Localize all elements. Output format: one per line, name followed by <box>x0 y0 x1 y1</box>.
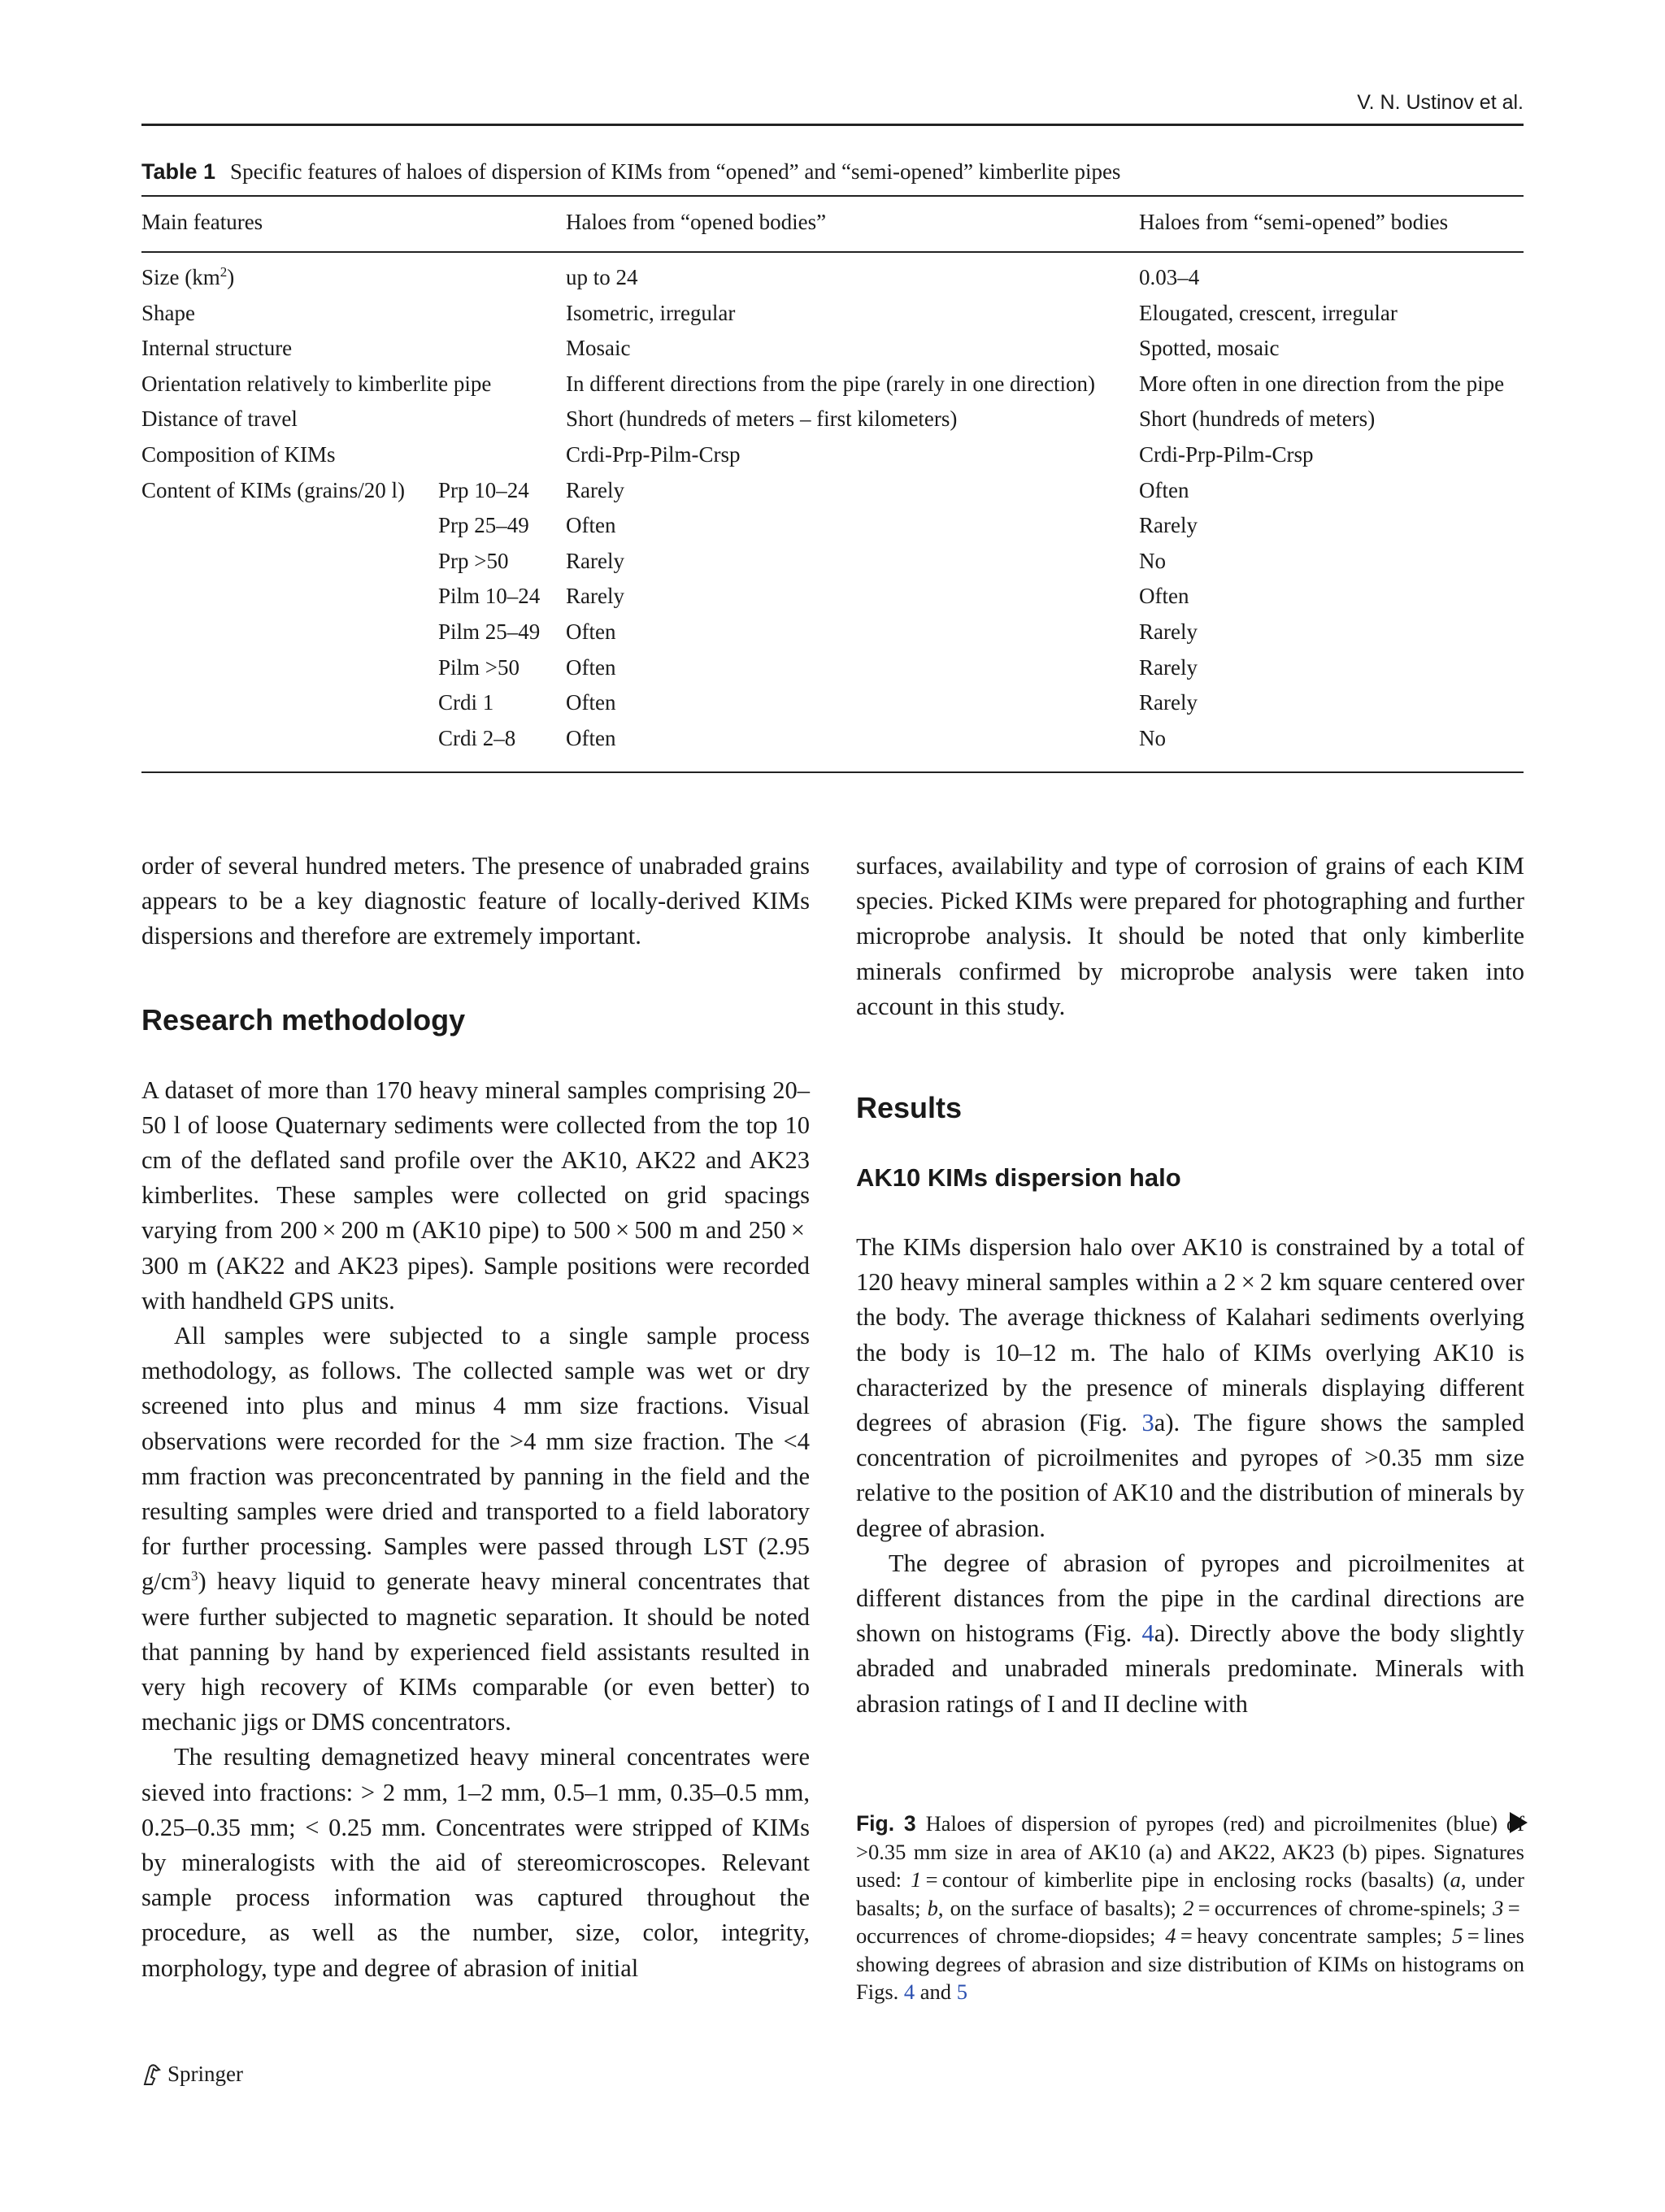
caption-num: 2 <box>1183 1895 1194 1920</box>
table-cell-opened: Isometric, irregular <box>566 300 736 325</box>
table-cell-feature: Orientation relatively to kimberlite pipe <box>141 371 492 396</box>
table-row <box>141 442 1524 478</box>
left-intro-paragraph: order of several hundred meters. The presence of unabraded grains appears to be a key diagnostic feature of locally-derived KIMs dispersions and therefore are extremely important. <box>141 852 810 950</box>
table-cell-semi: Often <box>1139 584 1189 609</box>
table-cell-opened: Rarely <box>566 477 624 502</box>
section-heading-methodology: Research methodology <box>141 1002 466 1036</box>
fig-4-link[interactable]: 4 <box>1141 1619 1154 1648</box>
size-label: Size (km <box>141 265 220 289</box>
table-cell-feature: Distance of travel <box>141 406 298 432</box>
right-intro-paragraph: surfaces, availability and type of corrosion of grains of each KIM species. Picked KIMs were prepared for photographing and further microprobe analysis. It should be noted that only kimberlite minerals confirmed by microprobe analysis were taken into account in this study. <box>856 852 1524 1020</box>
caption-italic: b <box>927 1895 938 1920</box>
table-cell-opened: Rarely <box>566 548 624 573</box>
table-cell-opened: Crdi-Prp-Pilm-Crsp <box>566 441 741 467</box>
caption-text: = heavy concentrate samples; <box>1176 1923 1453 1948</box>
running-head: V. N. Ustinov et al. <box>1357 91 1524 114</box>
section-heading-results: Results <box>856 1091 963 1125</box>
table-cell-subfeature: Crdi 1 <box>438 690 494 715</box>
table-body <box>141 265 1524 761</box>
table-cell-opened: Often <box>566 513 616 538</box>
table-cell-opened: Often <box>566 690 616 715</box>
table-row <box>141 372 1524 407</box>
methodology-paragraph-3: The resulting demagnetized heavy mineral concentrates were sieved into fractions: > 2 mm, 1–2 mm, 0.5–1 mm, 0.35–0.5 mm, 0.25–0.35 mm; < 0.25 mm. Concentrates were stripped of KIMs by mineralogists with the aid of stereomicroscopes. Relevant sample process information was captured throughout the procedure, as well as the number, size, color, integrity, morphology, type and degree of abrasion of initial <box>141 1743 810 1982</box>
right-column <box>856 849 1524 1722</box>
table-label: Table 1 <box>141 159 216 184</box>
table-cell-feature: Internal structure <box>141 336 293 361</box>
table-header-main-features: Main features <box>141 210 263 234</box>
caption-num: 3 <box>1493 1895 1504 1920</box>
table-cell-subfeature: Prp >50 <box>438 548 509 573</box>
table-row <box>141 406 1524 442</box>
table-cell-opened: Often <box>566 619 616 644</box>
table-row <box>141 478 1524 514</box>
methodology-paragraph-1: A dataset of more than 170 heavy mineral samples comprising 20–50 l of loose Quaternary sediments were collected from the top 10 cm of the deflated sand profile over the AK10, AK22 and AK23 kimberlites. These samples were collected on grid spacings varying from 200 × 200 m (AK10 pipe) to 500 × 500 m and 250 × 300 m (AK22 and AK23 pipes). Sample positions were recorded with handheld GPS units. <box>141 1076 810 1315</box>
table-row <box>141 690 1524 726</box>
table-row <box>141 584 1524 619</box>
table-cell-feature <box>141 265 234 290</box>
table-cell-semi: Crdi-Prp-Pilm-Crsp <box>1139 441 1314 467</box>
table-row <box>141 655 1524 691</box>
table-cell-opened: Often <box>566 654 616 680</box>
caption-text: and <box>915 1980 957 2004</box>
r2-text-a: The degree of abrasion of pyropes and picroilmenites at different distances from the pipe in the cardinal directions are shown on histograms (Fig. <box>856 1549 1524 1648</box>
spacer <box>856 1126 1524 1160</box>
table-header-row <box>141 210 1524 242</box>
table-cell-semi: Often <box>1139 477 1189 502</box>
caption-italic: a <box>1450 1867 1461 1892</box>
table-header-rule <box>141 251 1524 253</box>
figure-caption <box>856 1810 1524 2006</box>
spacer <box>856 1196 1524 1230</box>
r1-text-b: a). The figure shows the sampled concentration of picroilmenites and pyropes of >0.35 mm size relative to the position of AK10 and the distribution of minerals by degree of abrasion. <box>856 1409 1524 1542</box>
table-cell-opened: Often <box>566 725 616 750</box>
table-cell-semi: Short (hundreds of meters) <box>1139 406 1376 432</box>
table-cell-subfeature: Prp 10–24 <box>438 477 529 502</box>
spacer <box>141 1038 810 1073</box>
table-cell-opened: Mosaic <box>566 336 631 361</box>
figure-label: Fig. 3 <box>856 1811 916 1836</box>
table-row <box>141 336 1524 372</box>
table-cell-feature: Composition of KIMs <box>141 441 336 467</box>
table-cell-subfeature: Pilm 10–24 <box>438 584 541 609</box>
results-paragraph-2 <box>856 1546 1524 1722</box>
caption-text: Haloes of dispersion of pyropes (red) and picroilmenites (blue) of >0.35 mm size in area of AK10 (a) and AK22, AK23 (b) pipes. Signatures used: <box>856 1811 1524 1892</box>
footer <box>141 2062 243 2087</box>
p2-text-a: All samples were subjected to a single sample process methodology, as follows. The collected sample was wet or dry screened into plus and minus 4 mm size fractions. Visual observations were recorded for the >4 mm size fraction. The <4 mm fraction was preconcentrated by panning in the field and the resulting samples were dried and transported to a field laboratory for further processing. Samples were passed through LST (2.95 g/cm <box>141 1322 810 1596</box>
table-caption-text: Specific features of haloes of dispersion of KIMs from “opened” and “semi-opened” kimberlite pipes <box>230 159 1121 184</box>
table-cell-opened: In different directions from the pipe (rarely in one direction) <box>566 371 1096 396</box>
table-cell-semi: Rarely <box>1139 619 1198 644</box>
fig-3-link[interactable]: 3 <box>1141 1409 1154 1437</box>
fig-4-link[interactable]: 4 <box>903 1980 915 2004</box>
table-bottom-rule <box>141 771 1524 773</box>
fig-5-link[interactable]: 5 <box>956 1980 967 2004</box>
caption-num: 5 <box>1452 1923 1463 1948</box>
header-rule <box>141 124 1524 126</box>
caption-num: 1 <box>911 1867 922 1892</box>
table-cell-subfeature: Pilm >50 <box>438 654 519 680</box>
publisher-name: Springer <box>167 2062 243 2086</box>
table-cell-semi: Rarely <box>1139 690 1198 715</box>
size-close: ) <box>227 265 235 289</box>
table-cell-semi: No <box>1139 548 1166 573</box>
caption-text: , under basalts; <box>856 1867 1524 1920</box>
table-cell-subfeature: Pilm 25–49 <box>438 619 541 644</box>
table-cell-opened: up to 24 <box>566 265 638 289</box>
table-header-semi-opened: Haloes from “semi-opened” bodies <box>1139 210 1449 234</box>
r2-text-b: a). Directly above the body slightly abraded and unabraded minerals predominate. Minerals with abrasion ratings of I and II decline with <box>856 1619 1524 1718</box>
table-cell-feature: Content of KIMs (grains/20 l) <box>141 477 405 502</box>
table-row <box>141 726 1524 762</box>
size-sup: 2 <box>220 264 228 280</box>
table-row <box>141 301 1524 337</box>
left-column <box>141 849 810 1986</box>
r1-text-a: The KIMs dispersion halo over AK10 is constrained by a total of 120 heavy mineral samples within a 2 × 2 km square centered over the body. The average thickness of Kalahari sediments overlying the body is 10–12 m. The halo of KIMs overlying AK10 is characterized by the presence of minerals displaying different degrees of abrasion (Fig. <box>856 1233 1524 1437</box>
springer-horse-icon <box>141 2062 163 2087</box>
table-cell-semi: No <box>1139 725 1166 750</box>
results-paragraph-1 <box>856 1230 1524 1546</box>
table-cell-opened: Short (hundreds of meters – first kilometers) <box>566 406 958 432</box>
table-cell-semi: Spotted, mosaic <box>1139 336 1280 361</box>
table-caption <box>141 159 1524 185</box>
table-cell-opened: Rarely <box>566 584 624 609</box>
methodology-paragraph-2 <box>141 1319 810 1740</box>
table-header-opened: Haloes from “opened bodies” <box>566 210 827 234</box>
caption-text: = occurrences of chrome-diopsides; <box>856 1895 1524 1948</box>
p2-sup: 3 <box>191 1568 198 1584</box>
table-cell-semi: Rarely <box>1139 513 1198 538</box>
table-row <box>141 513 1524 549</box>
spacer <box>856 1024 1524 1090</box>
caption-text: = contour of kimberlite pipe in enclosing rocks (basalts) ( <box>921 1867 1450 1892</box>
caption-text: = lines showing degrees of abrasion and size distribution of KIMs on histograms on Figs. <box>856 1923 1524 2004</box>
caption-text: , on the surface of basalts); <box>937 1895 1184 1920</box>
table-cell-subfeature: Prp 25–49 <box>438 513 529 538</box>
next-page-arrow-icon[interactable] <box>1510 1812 1528 1833</box>
table-cell-semi: More often in one direction from the pipe <box>1139 371 1505 396</box>
table-row <box>141 549 1524 585</box>
caption-text: = occurrences of chrome-spinels; <box>1193 1895 1493 1920</box>
spacer <box>141 954 810 1002</box>
table-cell-subfeature: Crdi 2–8 <box>438 725 516 750</box>
table-row <box>141 265 1524 301</box>
table-row <box>141 619 1524 655</box>
table-cell-semi: Elougated, crescent, irregular <box>1139 300 1398 325</box>
table-cell-semi: 0.03–4 <box>1139 265 1200 289</box>
table-top-rule <box>141 195 1524 197</box>
p2-text-b: ) heavy liquid to generate heavy mineral concentrates that were further subjected to magnetic separation. It should be noted that panning by hand by experienced field assistants resulted in very high recovery of KIMs comparable (or even better) to mechanic jigs or DMS concentrators. <box>141 1567 810 1736</box>
caption-num: 4 <box>1165 1923 1176 1948</box>
subsection-heading-ak10: AK10 KIMs dispersion halo <box>856 1163 1181 1193</box>
table-cell-feature: Shape <box>141 300 195 325</box>
table-cell-semi: Rarely <box>1139 654 1198 680</box>
